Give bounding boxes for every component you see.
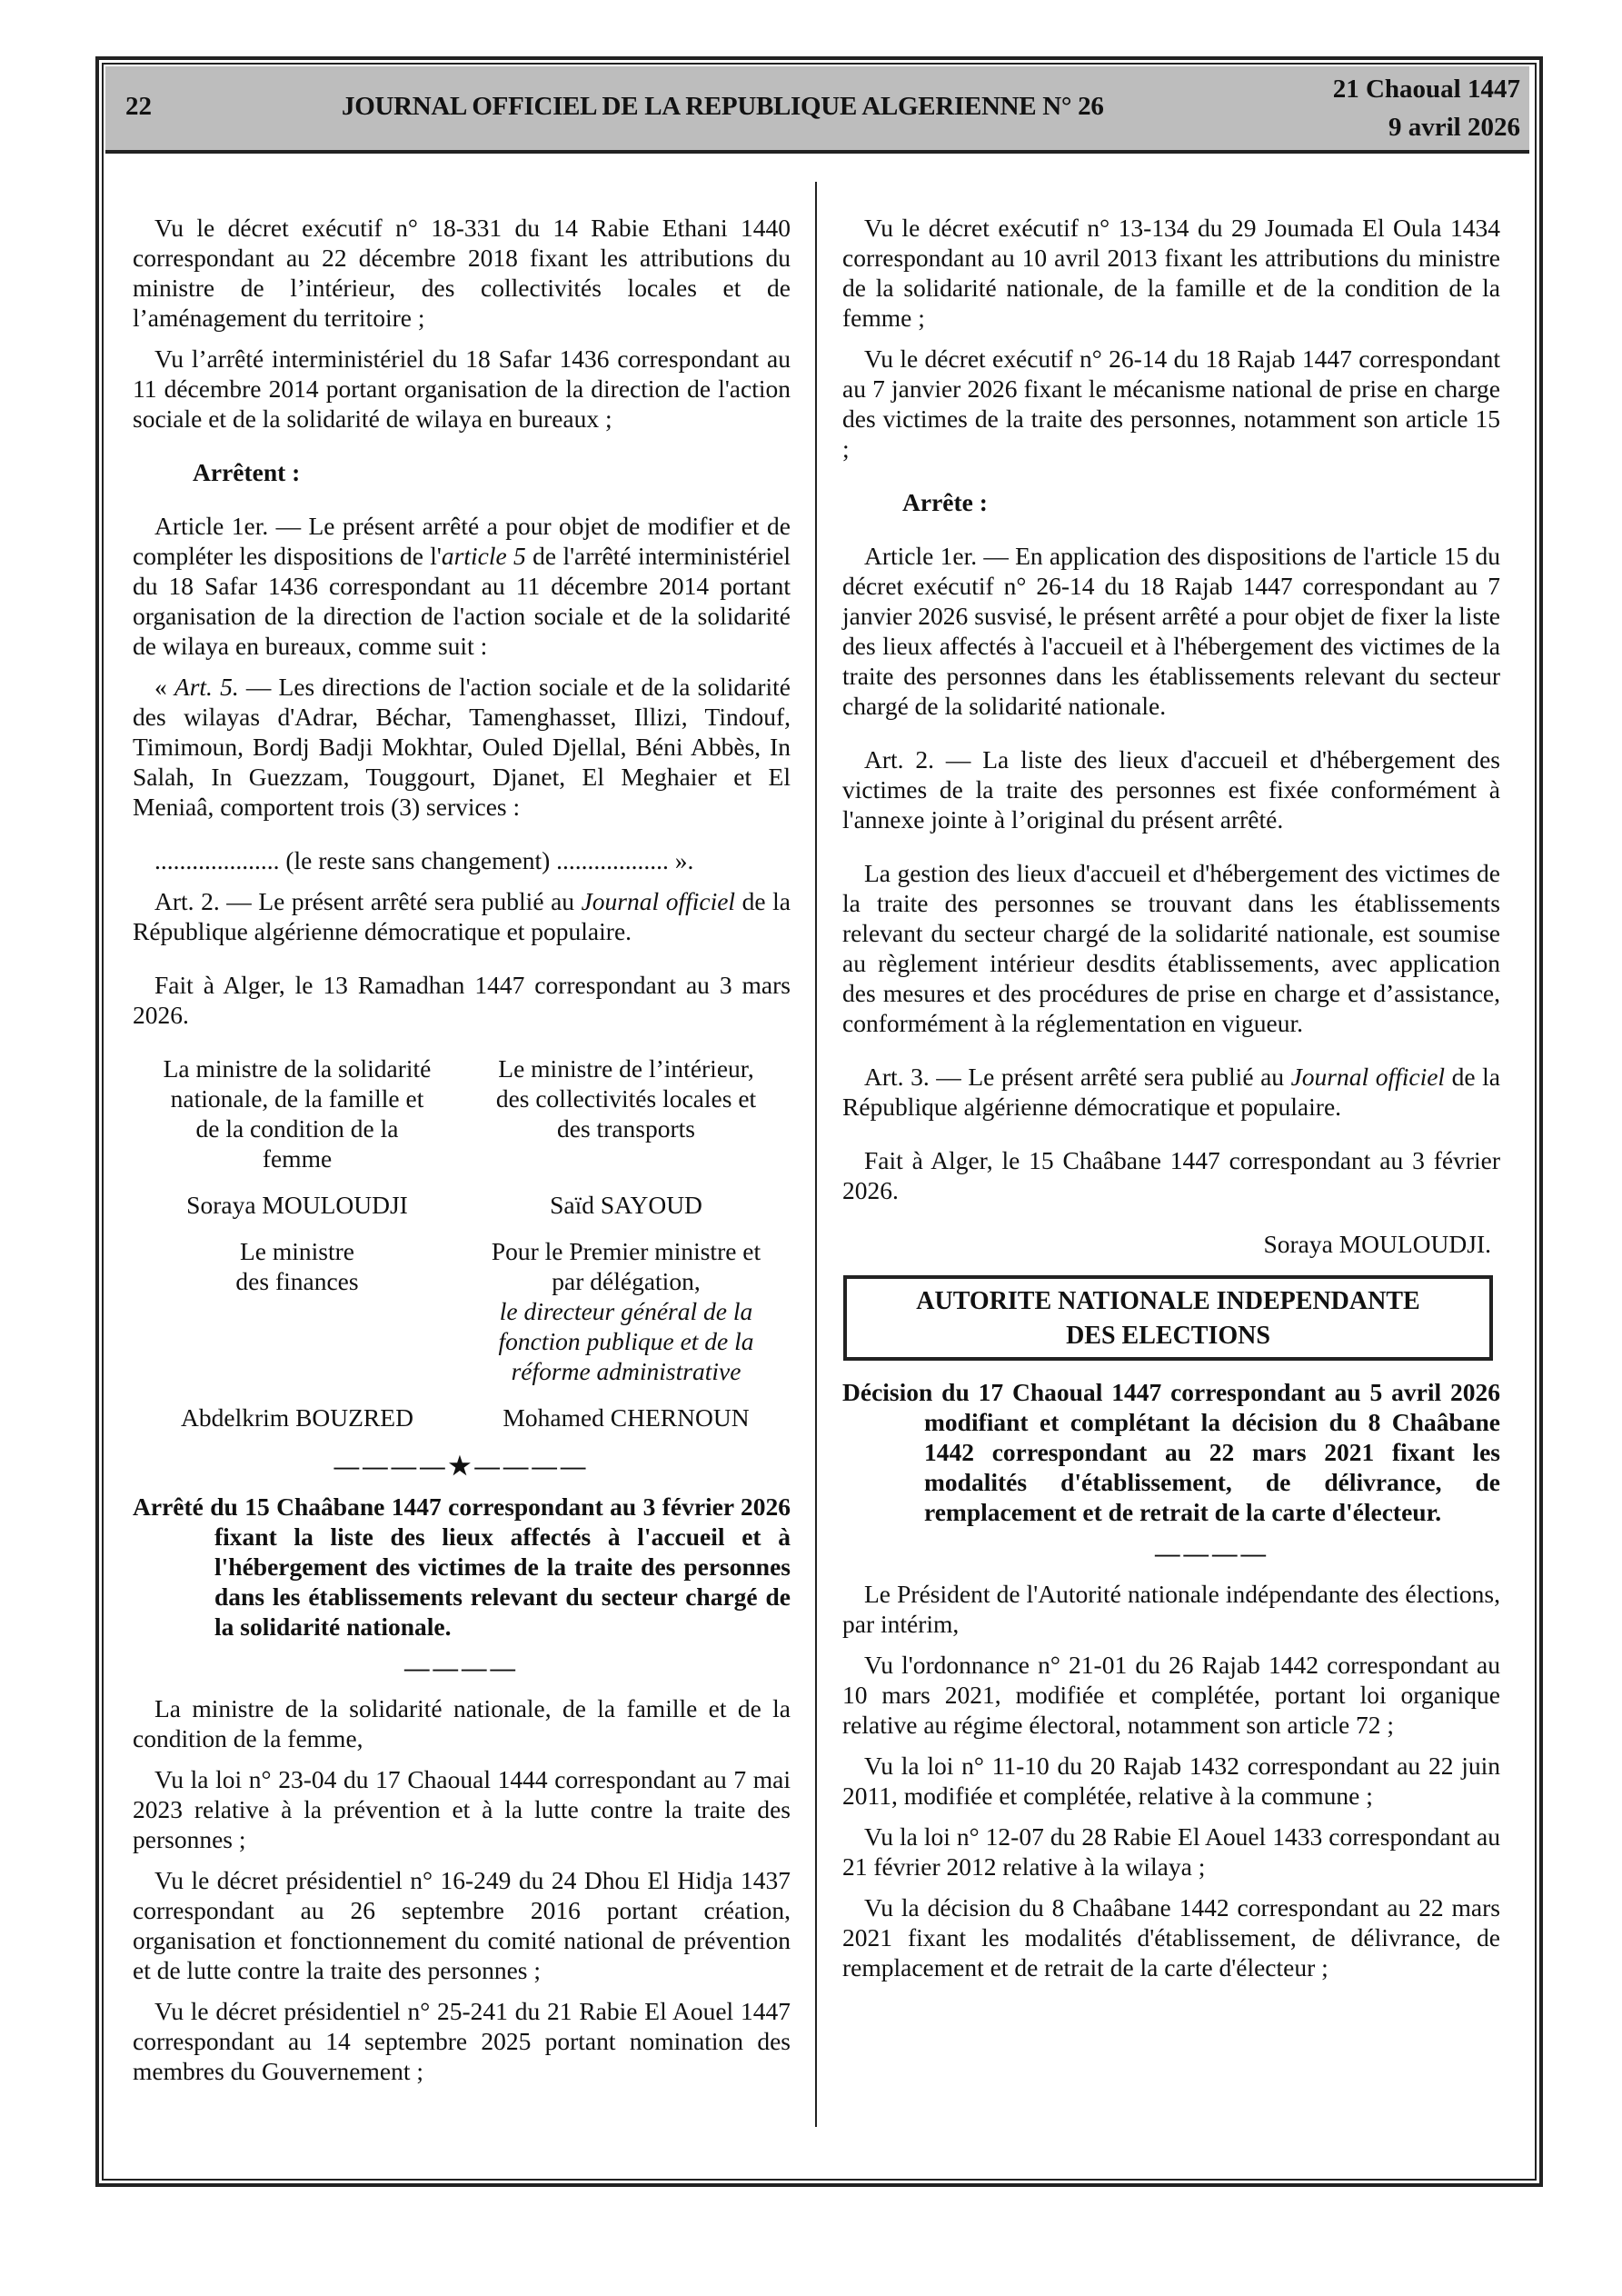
signatory-name: Abdelkrim BOUZRED <box>181 1403 413 1432</box>
text-run: Vu le décret exécutif n° 13-134 du 29 Joumada El Oula 1434 correspondant au 10 avril 2013 fixant les attributions du ministre de la solidarité nationale, de la famille et de la condition de la femme ; <box>842 214 1500 332</box>
dash-separator: ———— <box>1155 1539 1269 1567</box>
star-separator: ————★———— <box>333 1452 590 1480</box>
journal-header <box>105 66 1529 154</box>
signing-place-date <box>842 1145 1500 1205</box>
text-run: Vu l’arrêté interministériel du 18 Safar 1436 correspondant au 11 décembre 2014 portant organisation de la direction de l'action sociale et de la solidarité de wilaya en bureaux ; <box>133 344 791 433</box>
text-run: Vu le décret présidentiel n° 25-241 du 21 Rabie El Aouel 1447 correspondant au 14 septembre 2025 portant nomination des membres du Gouvernement ; <box>133 1997 791 2085</box>
paragraph <box>842 213 1500 333</box>
arrete-title: Arrêté du 15 Chaâbane 1447 correspondant au 3 février 2026 fixant la liste des lieux affectés à l'accueil et à l'hébergement des victimes de la traite des personnes dans les établissements relevant du secteur chargé de la solidarité nationale. <box>133 1492 791 1641</box>
section-heading-box <box>843 1275 1493 1361</box>
text-run: Le Président de l'Autorité nationale indépendante des élections, par intérim, <box>842 1580 1500 1638</box>
italic-text: Journal officiel <box>1290 1063 1446 1091</box>
paragraph <box>133 1764 791 1854</box>
paragraph <box>842 1892 1500 1982</box>
text-run: La gestion des lieux d'accueil et d'hébergement des victimes de la traite des personnes se trouvant dans les établissements relevant du secteur chargé de la solidarité nationale, est soumise au règlement intérieur desdits établissements, avec application des mesures et des procédures de prise en charge et d’assistance, conformément à la réglementation en vigueur. <box>842 859 1500 1037</box>
section-heading-line: DES ELECTIONS <box>1066 1322 1270 1350</box>
left-column <box>133 213 791 2097</box>
issue-date <box>1333 70 1520 146</box>
italic-text: Journal officiel <box>581 887 736 915</box>
text-run: Art. 2. — La liste des lieux d'accueil et d'hébergement des victimes de la traite des personnes est fixée conformément à l'annexe jointe à l’original du présent arrêté. <box>842 745 1500 834</box>
text-run: Vu le décret présidentiel n° 16-249 du 24 Dhou El Hidja 1437 correspondant au 26 septembre 2016 portant création, organisation et fonctionnement du comité national de prévention et de lutte contre la traite des personnes ; <box>133 1866 791 1984</box>
text-run: Art. 3. — Le présent arrêté sera publié au <box>864 1063 1291 1091</box>
text-run: de la République algérienne démocratique et populaire. <box>133 887 791 945</box>
arrete-heading: Arrête : <box>902 488 988 516</box>
italic-text: Art. 5. <box>174 673 239 701</box>
text-run: Vu le décret exécutif n° 26-14 du 18 Rajab 1447 correspondant au 7 janvier 2026 fixant le mécanisme national de prise en charge des victimes de la traite des personnes, notamment son article 15 ; <box>842 344 1500 463</box>
text-run: Vu la loi n° 12-07 du 28 Rabie El Aouel 1433 correspondant au 21 février 2012 relative à la wilaya ; <box>842 1822 1500 1881</box>
signatory-name: Soraya MOULOUDJI <box>186 1191 408 1219</box>
signatory-title-delegation <box>462 1236 791 1386</box>
article-1 <box>133 511 791 661</box>
delegation-line: Pour le Premier ministre et par délégation, <box>491 1237 761 1295</box>
signatory-name: Mohamed CHERNOUN <box>503 1403 750 1432</box>
text-run: Article 1er. — En application des dispositions de l'article 15 du décret exécutif n° 26-14 du 18 Rajab 1447 correspondant au 7 janvier 2026 susvisé, le présent arrêté a pour objet de fixer la liste des lieux affectés à l'accueil et à l'hébergement des victimes de la traite des personnes dans les établissements relevant du secteur chargé de la solidarité nationale. <box>842 542 1500 720</box>
section-heading-line: AUTORITE NATIONALE INDEPENDANTE <box>916 1287 1420 1315</box>
text-run: de la République algérienne démocratique et populaire. <box>842 1063 1500 1121</box>
paragraph <box>133 1693 791 1753</box>
text-run: Vu la loi n° 23-04 du 17 Chaoual 1444 correspondant au 7 mai 2023 relative à la prévention et à la lutte contre la traite des personnes ; <box>133 1765 791 1853</box>
text-run: Vu l'ordonnance n° 21-01 du 26 Rajab 1442 correspondant au 10 mars 2021, modifiée et complétée, portant loi organique relative au régime électoral, notamment son article 72 ; <box>842 1651 1500 1739</box>
article-2 <box>842 744 1500 834</box>
date-hijri: 21 Chaoual 1447 <box>1332 75 1520 104</box>
date-gregorian: 9 avril 2026 <box>1388 113 1520 142</box>
text-run: — Les directions de l'action sociale et de la solidarité des wilayas d'Adrar, Béchar, Tamenghasset, Illizi, Tindouf, Timimoun, Bordj Badji Mokhtar, Ouled Djellal, Béni Abbès, In Salah, In Guezzam, Touggourt, Djanet, El Meghaier et El Meniaâ, comportent trois (3) services : <box>133 673 791 821</box>
arretent-heading: Arrêtent : <box>193 458 301 486</box>
text-run: La ministre de la solidarité nationale, de la famille et de la condition de la femme, <box>133 1694 791 1752</box>
dash-separator: ———— <box>404 1653 519 1682</box>
signatory-title: La ministre de la solidarité nationale, de la famille et de la condition de la femme <box>163 1054 432 1173</box>
paragraph <box>133 344 791 434</box>
article-3 <box>842 1062 1500 1122</box>
italic-text: article 5 <box>441 542 526 570</box>
paragraph <box>842 1579 1500 1639</box>
column-divider <box>815 182 817 2127</box>
right-column <box>842 213 1500 1993</box>
paragraph <box>842 1650 1500 1740</box>
rest-unchanged: .................... (le reste sans changement) .................. ». <box>154 846 694 874</box>
signatures <box>133 1053 791 1433</box>
signatory-name: Soraya MOULOUDJI. <box>1263 1230 1491 1258</box>
article-1 <box>842 541 1500 721</box>
management-paragraph <box>842 858 1500 1038</box>
decision-title: Décision du 17 Chaoual 1447 correspondant au 5 avril 2026 modifiant et complétant la décision du 8 Chaâbane 1442 correspondant au 22 mars 2021 fixant les modalités d'établissement, de délivrance, de remplacement et de retrait de la carte d'électeur. <box>842 1378 1500 1526</box>
article-5-quote <box>133 672 791 822</box>
text-run: Fait à Alger, le 15 Chaâbane 1447 correspondant au 3 février 2026. <box>842 1146 1500 1204</box>
page-number: 22 <box>125 92 152 121</box>
text-run: de l'arrêté interministériel du 18 Safar 1436 correspondant au 11 décembre 2014 portant organisation de la direction de l'action sociale et de la solidarité de wilaya en bureaux, comme suit : <box>133 542 791 660</box>
paragraph <box>842 1751 1500 1811</box>
signatory-title: Le ministre de l’intérieur, des collectivités locales et des transports <box>495 1054 757 1143</box>
text-run: Vu la loi n° 11-10 du 20 Rajab 1432 correspondant au 22 juin 2011, modifiée et complétée, relative à la commune ; <box>842 1752 1500 1810</box>
delegate-title: le directeur général de la fonction publique et de la réforme administrative <box>498 1297 754 1385</box>
paragraph <box>842 1822 1500 1882</box>
paragraph <box>133 213 791 333</box>
signatory-name: Saïd SAYOUD <box>550 1191 702 1219</box>
signatory-title: Le ministre des finances <box>235 1237 359 1295</box>
text-run: Vu le décret exécutif n° 18-331 du 14 Rabie Ethani 1440 correspondant au 22 décembre 2018 fixant les attributions du ministre de l’intérieur, des collectivités locales et de l’aménagement du territoire ; <box>133 214 791 332</box>
paragraph <box>133 1865 791 1985</box>
text-run: Vu la décision du 8 Chaâbane 1442 correspondant au 22 mars 2021 fixant les modalités d'établissement, de délivrance, de remplacement et de retrait de la carte d'électeur ; <box>842 1893 1500 1982</box>
text-run: Article 1er. — Le présent arrêté a pour objet de modifier et de compléter les dispositions de l' <box>133 512 791 570</box>
text-run: Fait à Alger, le 13 Ramadhan 1447 correspondant au 3 mars 2026. <box>133 971 791 1029</box>
signing-place-date <box>133 970 791 1030</box>
paragraph <box>133 1996 791 2086</box>
journal-title: JOURNAL OFFICIEL DE LA REPUBLIQUE ALGERIENNE N° 26 <box>342 92 1104 121</box>
article-2 <box>133 886 791 946</box>
text-run: Art. 2. — Le présent arrêté sera publié au <box>154 887 582 915</box>
paragraph <box>842 344 1500 464</box>
text-run: « <box>154 673 174 701</box>
